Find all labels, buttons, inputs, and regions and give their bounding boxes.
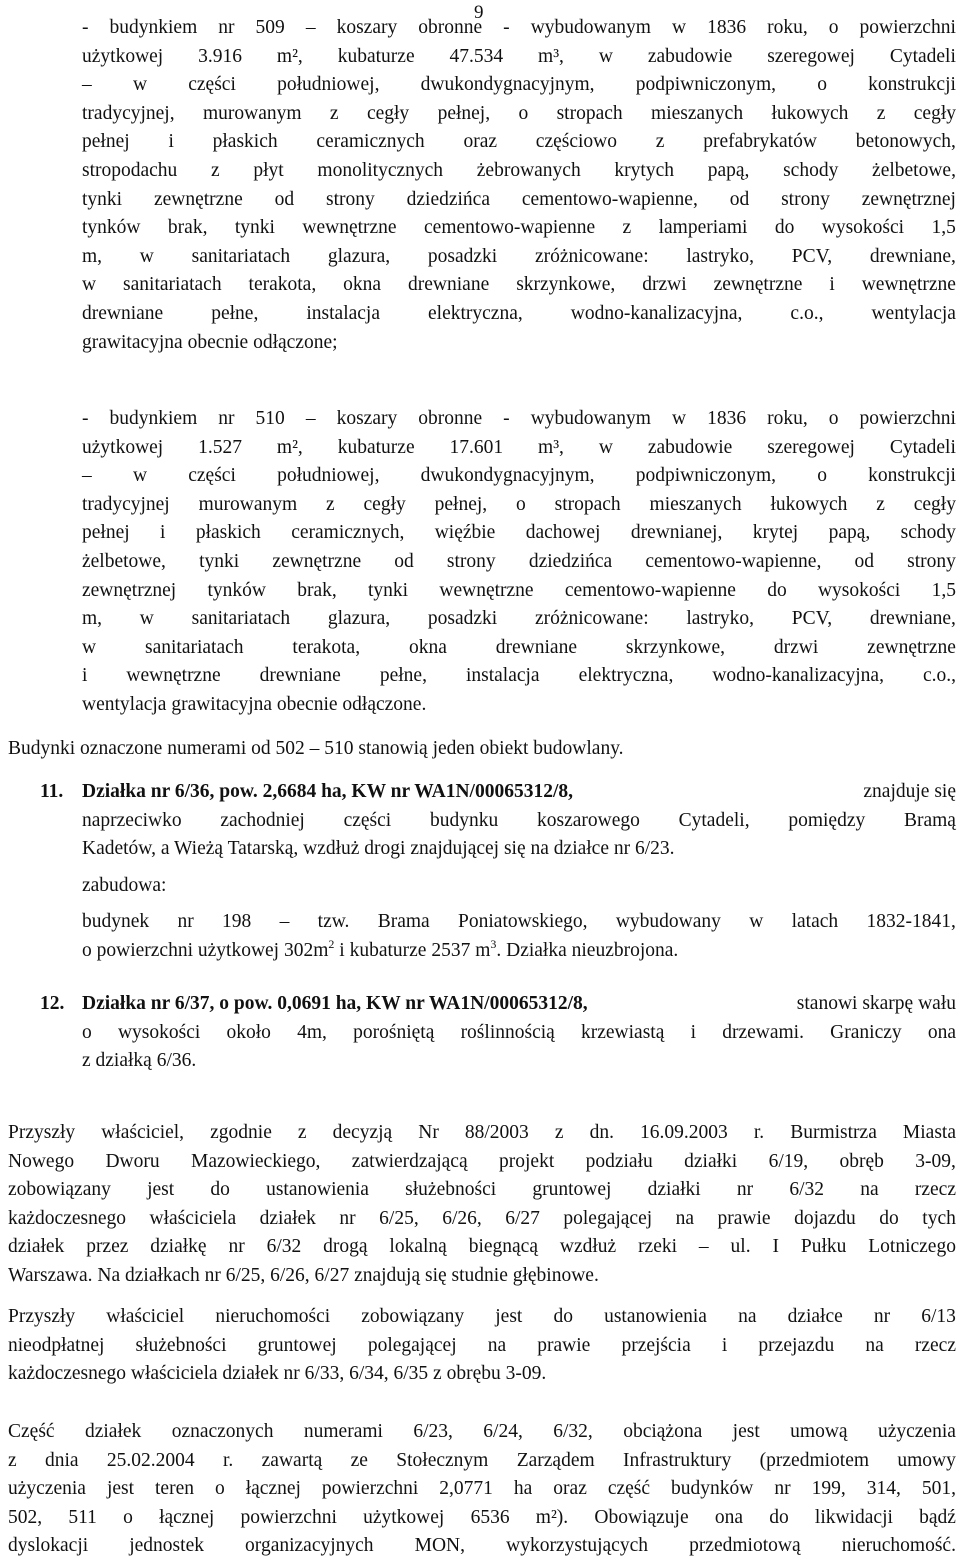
item-11-line-2: naprzeciwko zachodniej części budynku koszarowego Cytadeli, pomiędzy Bramą: [82, 809, 956, 831]
buildings-summary: [8, 735, 956, 764]
item-12-line-1-tail: stanowi skarpę wału: [796, 993, 956, 1014]
b510-line-5: pełnej i płaskich ceramicznych, więźbie dachowej drewnianej, krytej papą, schody: [82, 522, 956, 544]
p3-line-2: z dnia 25.02.2004 r. zawartą ze Stołecznym Zarządem Infrastruktury (przedmiotem umowy: [8, 1449, 956, 1471]
item-11-line-3: Kadetów, a Wieżą Tatarską, wzdłuż drogi znajdującej się na działce nr 6/23.: [82, 838, 675, 860]
p1-line-5: działek przez działkę nr 6/32 drogą lokalną biegnącą wzdłuż rzeki – ul. I Pułku Lotniczego: [8, 1236, 956, 1258]
item-12-line-3: z działką 6/36.: [82, 1050, 197, 1072]
b510-line-8: m, w sanitariatach glazura, posadzki zróżnicowane: lastryko, PCV, drewniane,: [82, 608, 956, 630]
b509-line-8: tynków brak, tynki wewnętrzne cementowo-wapienne z lamperiami do wysokości 1,5: [82, 217, 956, 239]
p1-line-3: zobowiązany jest do ustanowienia służebności gruntowej działki nr 6/32 na rzecz: [8, 1179, 956, 1201]
b510-line-11: wentylacja grawitacyjna obecnie odłączone.: [82, 693, 427, 715]
p2-line-3: każdoczesnego właściciela działek nr 6/33, 6/34, 6/35 z obrębu 3-09.: [8, 1363, 547, 1385]
lease-paragraph: [8, 1418, 956, 1561]
owner-paragraph-2: [8, 1303, 956, 1389]
item-11-building-line-2: [82, 937, 956, 966]
item-11-number: 11.: [40, 781, 64, 802]
b509-line-4: tradycyjnej, murowanym z cegły pełnej, o stropach mieszanych łukowych z cegły: [82, 102, 956, 124]
p3-line-3: użyczenia jest teren o łącznej powierzchni 2,0771 ha oraz część budynków nr 199, 314, 501,: [8, 1478, 956, 1500]
b509-line-7: tynki zewnętrzne od strony dziedzińca cementowo-wapienne, od strony zewnętrznej: [82, 188, 956, 210]
item-11-building-area: o powierzchni użytkowej 302m: [82, 939, 329, 961]
b509-line-9: m, w sanitariatach glazura, posadzki zróżnicowane: lastryko, PCV, drewniane,: [82, 245, 956, 267]
b509-line-6: stropodachu z płyt monolitycznych żebrowanych krytych papą, schody żelbetowe,: [82, 159, 956, 181]
b510-line-4: tradycyjnej murowanym z cegły pełnej, o stropach mieszanych łukowych z cegły: [82, 493, 956, 515]
b510-line-1: - budynkiem nr 510 – koszary obronne - wybudowanym w 1836 roku, o powierzchni: [82, 408, 956, 429]
b509-line-11: drewniane pełne, instalacja elektryczna, wodno-kanalizacyjna, c.o., wentylacja: [82, 302, 956, 324]
p3-line-4: 502, 511 o łącznej powierzchni użytkowej 6536 m²). Obowiązuje ona do likwidacji bądź: [8, 1506, 956, 1528]
b509-line-3: – w części południowej, dwukondygnacyjnym, podpiwniczonym, o konstrukcji: [82, 74, 956, 96]
p2-line-1: Przyszły właściciel nieruchomości zobowiązany jest do ustanowienia na działce nr 6/13: [8, 1306, 956, 1327]
item-11-sup-3: 3: [490, 936, 497, 951]
b509-line-2: użytkowej 3.916 m², kubaturze 47.534 m³, w zabudowie szeregowej Cytadeli: [82, 45, 956, 67]
item-11-heading: Działka nr 6/36, pow. 2,6684 ha, KW nr WA1N/00065312/8,: [82, 781, 574, 802]
b510-line-7: zewnętrznej tynków brak, tynki wewnętrzne cementowo-wapienne do wysokości 1,5: [82, 579, 956, 601]
b510-line-6: żelbetowe, tynki zewnętrzne od strony dziedzińca cementowo-wapienne, od strony: [82, 550, 956, 572]
p1-line-2: Nowego Dworu Mazowieckiego, zatwierdzającą projekt podziału działki 6/19, obręb 3-09,: [8, 1150, 956, 1172]
item-11-line-1-tail: znajduje się: [863, 781, 956, 802]
building-509-paragraph: [82, 14, 956, 357]
page-number: 9: [474, 2, 484, 23]
item-11-building-tail: . Działka nieuzbrojona.: [496, 939, 679, 961]
item-11-line-1: [82, 778, 956, 807]
p2-line-2: nieodpłatnej służebności gruntowej polegającej na prawie przejścia i przejazdu na rzecz: [8, 1334, 956, 1356]
p3-line-1: Część działek oznaczonych numerami 6/23, 6/24, 6/32, obciążona jest umową użyczenia: [8, 1421, 956, 1442]
item-11-sup-2: 2: [328, 936, 335, 951]
item-12-line-2: o wysokości około 4m, porośniętą roślinnością krzewiastą i drzewami. Graniczy ona: [82, 1021, 956, 1043]
p1-line-1: Przyszły właściciel, zgodnie z decyzją Nr 88/2003 z dn. 16.09.2003 r. Burmistrza Miasta: [8, 1122, 956, 1143]
item-11-building-line-1: budynek nr 198 – tzw. Brama Poniatowskiego, wybudowany w latach 1832-1841,: [82, 911, 956, 933]
b509-line-5: pełnej i płaskich ceramicznych oraz częściowo z prefabrykatów betonowych,: [82, 131, 956, 153]
p1-line-4: każdoczesnego właściciela działek nr 6/25, 6/26, 6/27 polegającej na prawie dojazdu do tych: [8, 1207, 956, 1229]
item-11-building-volume: i kubaturze 2537 m: [334, 939, 491, 961]
building-510-paragraph: [82, 405, 956, 720]
item-12-number: 12.: [40, 993, 65, 1014]
b510-line-10: i wewnętrzne drewniane pełne, instalacja elektryczna, wodno-kanalizacyjna, c.o.,: [82, 665, 956, 687]
p3-line-5: dyslokacji jednostek organizacyjnych MON, wykorzystujących przedmiotową nieruchomość.: [8, 1535, 956, 1557]
b509-line-10: w sanitariatach terakota, okna drewniane skrzynkowe, drzwi zewnętrzne i wewnętrzne: [82, 274, 956, 296]
owner-paragraph-1: [8, 1119, 956, 1291]
item-12-line-1: [82, 990, 956, 1019]
b510-line-2: użytkowej 1.527 m², kubaturze 17.601 m³, w zabudowie szeregowej Cytadeli: [82, 436, 956, 458]
b509-line-1: - budynkiem nr 509 – koszary obronne - wybudowanym w 1836 roku, o powierzchni: [82, 17, 956, 38]
b510-line-3: – w części południowej, dwukondygnacyjnym, podpiwniczonym, o konstrukcji: [82, 465, 956, 487]
item-11-zabudowa-label: zabudowa:: [82, 874, 167, 896]
b509-line-12: grawitacyjna obecnie odłączone;: [82, 331, 338, 353]
buildings-summary-text: Budynki oznaczone numerami od 502 – 510 stanowią jeden obiekt budowlany.: [8, 738, 624, 759]
item-12-heading: Działka nr 6/37, o pow. 0,0691 ha, KW nr WA1N/00065312/8,: [82, 993, 588, 1014]
b510-line-9: w sanitariatach terakota, okna drewniane skrzynkowe, drzwi zewnętrzne: [82, 636, 956, 658]
p1-line-6: Warszawa. Na działkach nr 6/25, 6/26, 6/27 znajdują się studnie głębinowe.: [8, 1264, 599, 1286]
